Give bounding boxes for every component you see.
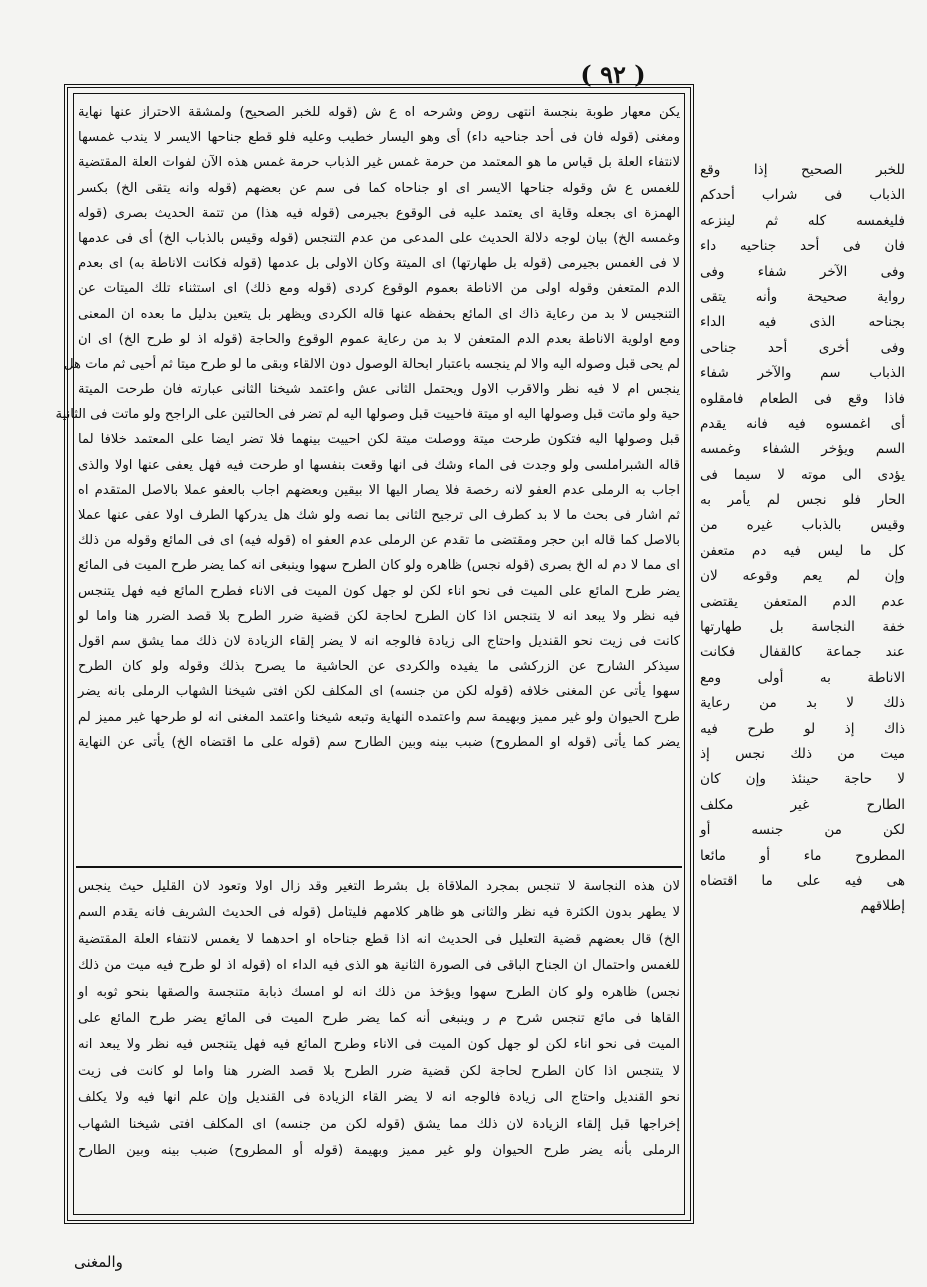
- catchword: والمغنى: [74, 1253, 123, 1271]
- main-text-line: الهمزة اى بجعله وقاية اى يعتمد عليه فى الوقوع بجيرمى (قوله فيه هذا) من تتمة الحديث بصرى (قوله: [78, 205, 680, 221]
- side-text-line: فان فى أحد جناحيه داء: [700, 238, 905, 255]
- main-commentary: [55, 100, 680, 858]
- side-text-line: يؤدى الى موته لا سيما فى: [700, 466, 905, 483]
- side-text-line: لكن من جنسه أو: [700, 822, 905, 839]
- side-text-line: وفى الآخر شفاء وفى: [700, 263, 905, 280]
- lower-text-line: الخ) قال بعضهم قضية التعليل فى الحديث انه اذا قطع جناحاه او احدهما لا يغمس لانتفاء العلة المقتضية: [78, 931, 680, 947]
- side-text-line: ذلك لا بد من رعاية: [700, 695, 905, 712]
- side-text-line: إطلاقهم: [860, 898, 905, 915]
- side-text-line: رواية صحيحة وأنه يتقى: [700, 288, 905, 305]
- side-text-line: الذباب فى شراب أحدكم: [700, 187, 905, 204]
- main-text-line: ومع اولوية الاناطة بعدم الدم المتعفن لا بد من رعاية عموم الوقوع والحاجة (قوله اذ لو طرح الخ) اى ان: [78, 331, 680, 347]
- lower-commentary: [78, 874, 680, 1214]
- side-text-line: عند جماعة كالقفال فكانت: [700, 644, 905, 661]
- side-text-line: هى فيه على ما اقتضاه: [700, 872, 905, 889]
- side-text-line: المطروح ماء أو مائعا: [700, 847, 905, 864]
- main-text-line: ومغنى (قوله فان فى أحد جناحيه داء) أى وهو اليسار خطيب وعليه فلو قطع جناحها الايسر لا يندب غمسها: [78, 130, 680, 146]
- side-text-line: ذاك إذ لو طرح فيه: [700, 720, 905, 737]
- side-text-line: أى اغمسوه فيه فانه يقدم: [700, 415, 905, 432]
- lower-text-line: الرملى بأنه يضر طرح الحيوان ولو غير مميز وبهيمة (قوله أو المطروح) ضبب بينه وبين الطارح: [78, 1142, 680, 1158]
- main-text-line: لانتفاء العلة بل قياس ما هو المعتمد من حرمة غمس غير الذباب حرمة غمس هذه الآن لفوات العلة المقتضية: [78, 155, 680, 171]
- margin-matn-text: [700, 158, 905, 915]
- side-text-line: وفى أخرى أحد جناحى: [700, 339, 905, 356]
- main-text-line: وغمسه الخ) بيان لوجه دلالة الحديث على المدعى من عدم التنجس (قوله وقيس بالذباب الخ) أى فى عدمها: [78, 230, 680, 246]
- section-divider: [76, 866, 682, 868]
- main-text-line: اجاب به الرملى عدم العفو لانه رخصة فلا يصار اليها الا بيقين وبعضهم اجاب بالعفو عملا بالاصل المتقدم اه: [78, 482, 680, 498]
- main-text-line: التنجيس لا بد من رعاية ذاك اى المائع بحفظه عنها قاله الكردى ويظهر بل يتعين بدليل ما بعده ان المعنى: [78, 306, 680, 322]
- side-text-line: كل ما ليس فيه دم متعفن: [700, 542, 905, 559]
- main-text-line: لا فى الغمس بجيرمى (قوله بل طهارتها) اى الميتة وكان الاولى بل عدمها (قوله فكانت الاناطة به) اى بعدم: [78, 256, 680, 272]
- main-text-line: يكن معهار طوبة بنجسة انتهى روض وشرحه اه ع ش (قوله للخبر الصحيح) ولمشقة الاحتراز عنها نهاية: [78, 105, 680, 120]
- main-text-line: للغمس ع ش وقوله جناحها الايسر اى او جناحاه كما فى سم عن بعضهم (قوله وانه يتقى الخ) بكسر: [78, 180, 680, 196]
- main-text-line: لم يحى قبل وصوله اليه والا لم ينجسه باعتبار ابحالة الوصول دون الالقاء وبقى ما لو طرح ميتا ثم أحيى ثم مات هل: [63, 356, 680, 372]
- page-number: ( ٩٢ ): [580, 60, 646, 89]
- main-text-line: ثم اشار فى بحث ما لا بد كطرف الى ترجيح الثانى بما نصه ولو شك هل يدركها الطرف اولا عفى عنها عملا: [78, 508, 680, 523]
- side-text-line: الطارح غير مكلف: [700, 796, 905, 813]
- main-text-line: اى مما لا دم له الخ بصرى (قوله نجس) ظاهره ولو كان الطرح سهوا وينبغى انه كما يضر طرح الميت فى المائع: [78, 558, 680, 574]
- lower-text-line: نحو القنديل واحتاج الى زيادة فالوجه انه لا يضر القاء الزيادة فى القنديل وإن علم انها فيه ولا يكلف: [78, 1090, 680, 1106]
- main-text-line: طرح الحيوان ولو غير مميز وبهيمة سم واعتمده النهاية وتبعه شيخنا واعتمد المغنى انه لو طرحها غير مميز لم: [78, 709, 680, 725]
- side-text-line: فليغمسه كله ثم لينزعه: [700, 212, 905, 229]
- main-text-line: بالاصل كما قاله ابن حجر ومقتضى ما تقدم عن الرملى عدم العفو اه (قوله فيه) اى فى المائع وقوله من ذلك: [78, 533, 680, 549]
- main-text-line: سهوا يأتى عن المغنى خلافه (قوله لكن من جنسه) اى المكلف لكن افتى شيخنا الشهاب الرملى بانه يضر: [78, 684, 680, 700]
- main-text-line: قاله الشبراملسى ولو وجدت فى الماء وشك فى انها وقعت بنفسها او طرحت فيه فهل يعفى عنها اولا والذى: [78, 457, 680, 473]
- main-text-line: كانت فى زيت نحو القنديل واحتاج الى زيادة فالوجه انه لا يضر إلقاء الزيادة لان ذلك مما يشق سم اقول: [78, 633, 680, 649]
- main-text-line: ينجس ام لا فيه نظر والاقرب الاول ويحتمل الثانى عش واعتمد شيخنا الثانى عبارته فان طرحت الميتة: [78, 382, 680, 398]
- main-text-line: سيذكر الشارح عن الزركشى ما يفيده والكردى عن الحاشية ما يصرح بذلك وقوله ولو كان الطرح: [78, 659, 680, 675]
- side-text-line: فاذا وقع فى الطعام فامقلوه: [700, 390, 905, 407]
- side-text-line: وإن لم يعم وقوعه لان: [700, 568, 905, 585]
- lower-text-line: للغمس واحتمال ان الجناح الباقى فى الصورة الثانية هو الذى فيه الداء اه (قوله اذ لو طرح فيه ميت من ذلك: [78, 958, 680, 974]
- lower-text-line: القاها فى مائع تنجس شرح م ر وينبغى أنه كما يضر طرح الميت فى المائع يضر طرح المائع على: [78, 1010, 680, 1026]
- side-text-line: الاناطة به أولى ومع: [700, 669, 905, 686]
- lower-text-line: لان هذه النجاسة لا تنجس بمجرد الملاقاة بل بشرط التغير وقد زال اولا وتعود لان القليل حيث ينجس: [78, 879, 680, 894]
- side-text-line: الحار فلو نجس لم يأمر به: [700, 492, 905, 509]
- lower-text-line: لا يتنجس اذا كان الطرح لحاجة لكن قضية ضرر الطرح بلا قصد الضرر هنا واما لو كانت فى زيت: [78, 1063, 680, 1079]
- side-text-line: السم ويؤخر الشفاء وغمسه: [700, 441, 905, 458]
- main-text-line: الدم المتعفن وقوله اولى من الاناطة بعموم الوقوع كردى (قوله ومع ذلك) اى استثناء تلك الميتات عن: [78, 281, 680, 297]
- side-text-line: للخبر الصحيح إذا وقع: [700, 162, 905, 178]
- side-text-line: بجناحه الذى فيه الداء: [700, 314, 905, 331]
- main-text-line: حية ولو ماتت قبل وصولها اليه او ميتة فاحييت قبل وصولها اليه لم تضر فى الحالتين على الراجح ولو ماتت فى الثانية: [55, 407, 680, 423]
- side-text-line: ميت من ذلك نجس إذ: [700, 745, 905, 762]
- main-text-line: يضر كما يأتى (قوله او المطروح) ضبب بينه وبين الطارح سم (قوله على ما اقتضاه الخ) يأتى عن النهاية: [78, 734, 680, 750]
- side-text-line: وقيس بالذباب غيره من: [700, 517, 905, 534]
- side-text-line: عدم الدم المتعفن يقتضى: [700, 593, 905, 610]
- main-text-line: يضر طرح المائع على الميت فى نحو اناء لكن لو جهل كون الميت فى الاناء فطرح المائع فيه فهل يتنجس: [78, 583, 680, 599]
- text-frame: [55, 84, 694, 1224]
- side-text-line: الذباب سم والآخر شفاء: [700, 365, 905, 382]
- lower-text-line: الميت فى نحو اناء لكن لو جهل كون الميت فى الاناء وطرح المائع فيه فهل يتنجس فيه نظر ولا يبعد انه: [78, 1037, 680, 1053]
- lower-text-line: لا يطهر بدون الكثرة فيه نظر والثانى هو ظاهر كلامهم فليتامل (قوله فى الحديث الشريف فانه يقدم السم: [78, 905, 680, 921]
- side-text-line: لا حاجة حينئذ وإن كان: [700, 771, 905, 788]
- main-text-line: فيه نظر ولا يبعد انه لا يتنجس اذا كان الطرح لحاجة لكن قضية ضرر الطرح بلا قصد الضرر هنا واما لو: [78, 608, 680, 624]
- lower-text-line: نجس) ظاهره ولو كان الطرح سهوا ويؤخذ من ذلك انه لو امسك ذبابة متنجسة والصقها بنحو ثوبه او: [78, 984, 680, 1000]
- main-text-line: قبل وصولها اليه فتكون طرحت ميتة ووصلت ميتة لكن احييت بينهما فلا تضر ايضا على المعتمد خلافا لما: [78, 432, 680, 448]
- side-text-line: خفة النجاسة بل طهارتها: [700, 619, 905, 636]
- lower-text-line: إخراجها قبل إلقاء الزيادة لان ذلك مما يشق (قوله لكن من جنسه) اى المكلف افتى شيخنا الشهاب: [78, 1116, 680, 1132]
